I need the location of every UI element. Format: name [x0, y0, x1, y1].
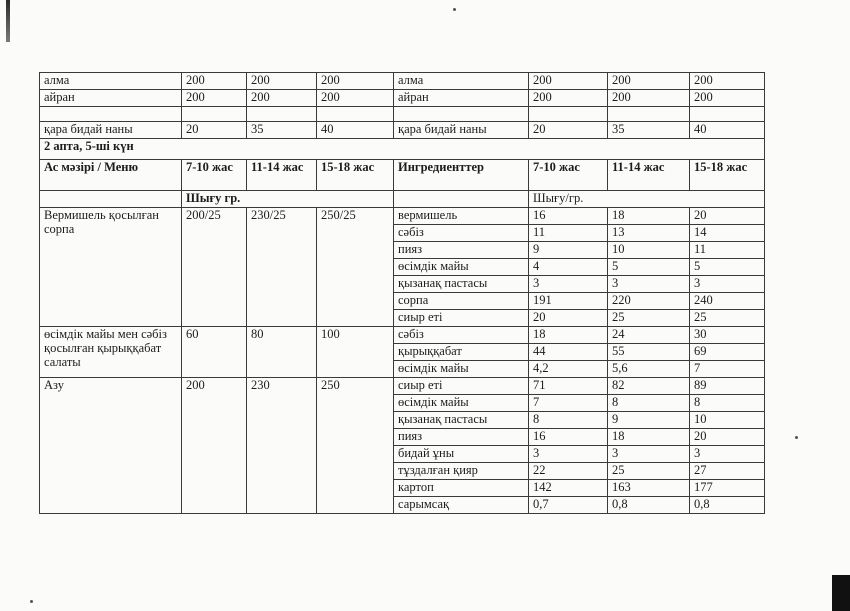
value-cell: 4,2: [529, 361, 608, 378]
value-cell: 200: [608, 73, 690, 90]
output-unit-ingredients: Шығу/гр.: [529, 191, 765, 208]
portion-cell: 250: [317, 378, 394, 514]
value-cell: 200: [247, 90, 317, 107]
value-cell: 200: [690, 73, 765, 90]
header-row: [40, 160, 765, 191]
value-cell: 163: [608, 480, 690, 497]
value-cell: 69: [690, 344, 765, 361]
value-cell: 200: [608, 90, 690, 107]
portion-cell: 250/25: [317, 208, 394, 327]
value-cell: 20: [529, 310, 608, 327]
value-cell: 20: [690, 208, 765, 225]
value-cell: 9: [529, 242, 608, 259]
table-row: [40, 327, 765, 344]
ingredient-cell: сәбіз: [394, 327, 529, 344]
value-cell: 5: [608, 259, 690, 276]
value-cell: 200: [529, 73, 608, 90]
ingredient-cell: картоп: [394, 480, 529, 497]
value-cell: 25: [608, 463, 690, 480]
table-row: [40, 122, 765, 139]
portion-cell: 100: [317, 327, 394, 378]
table-row-empty: [40, 107, 765, 122]
age-header: 11-14 жас: [247, 160, 317, 191]
ingredient-cell: өсімдік майы: [394, 395, 529, 412]
ingredient-cell: айран: [394, 90, 529, 107]
scan-edge-left: [6, 0, 10, 42]
value-cell: 27: [690, 463, 765, 480]
value-cell: 7: [529, 395, 608, 412]
ingredient-cell: сарымсақ: [394, 497, 529, 514]
portion-cell: 60: [182, 327, 247, 378]
value-cell: 89: [690, 378, 765, 395]
value-cell: 3: [529, 276, 608, 293]
dish-cell: қара бидай наны: [40, 122, 182, 139]
value-cell: 200: [247, 73, 317, 90]
value-cell: 35: [608, 122, 690, 139]
value-cell: 55: [608, 344, 690, 361]
value-cell: 3: [529, 446, 608, 463]
value-cell: 142: [529, 480, 608, 497]
ingredient-cell: қырыққабат: [394, 344, 529, 361]
value-cell: 9: [608, 412, 690, 429]
dish-name-cell: Азу: [40, 378, 182, 514]
value-cell: 200: [317, 90, 394, 107]
value-cell: 20: [529, 122, 608, 139]
value-cell: 200: [529, 90, 608, 107]
ingredient-cell: тұздалған қияр: [394, 463, 529, 480]
dish-name-cell: Вермишель қосылған сорпа: [40, 208, 182, 327]
ingredient-cell: қызанақ пастасы: [394, 276, 529, 293]
portion-cell: 200/25: [182, 208, 247, 327]
value-cell: 25: [608, 310, 690, 327]
value-cell: 40: [690, 122, 765, 139]
value-cell: 5: [690, 259, 765, 276]
value-cell: 71: [529, 378, 608, 395]
value-cell: 3: [690, 446, 765, 463]
unit-row: [40, 191, 765, 208]
scan-dot: [453, 8, 456, 11]
value-cell: 8: [529, 412, 608, 429]
dish-name-cell: өсімдік майы мен сәбіз қосылған қырыққабат салаты: [40, 327, 182, 378]
portion-cell: 200: [182, 378, 247, 514]
value-cell: 220: [608, 293, 690, 310]
value-cell: 16: [529, 429, 608, 446]
output-unit: Шығу гр.: [182, 191, 394, 208]
value-cell: 18: [608, 429, 690, 446]
dish-cell: алма: [40, 73, 182, 90]
day-title-row: [40, 139, 765, 160]
ingredient-cell: сорпа: [394, 293, 529, 310]
value-cell: 200: [317, 73, 394, 90]
value-cell: 5,6: [608, 361, 690, 378]
value-cell: 3: [608, 276, 690, 293]
value-cell: 200: [690, 90, 765, 107]
scan-dot: [795, 436, 798, 439]
value-cell: 4: [529, 259, 608, 276]
value-cell: 200: [182, 73, 247, 90]
ingredient-cell: пияз: [394, 242, 529, 259]
table-row: [40, 73, 765, 90]
menu-table-body: [40, 73, 765, 514]
value-cell: 22: [529, 463, 608, 480]
value-cell: 0,8: [690, 497, 765, 514]
day-title: 2 апта, 5-ші күн: [40, 139, 765, 160]
value-cell: 20: [182, 122, 247, 139]
ingredient-cell: қара бидай наны: [394, 122, 529, 139]
value-cell: 44: [529, 344, 608, 361]
value-cell: 200: [182, 90, 247, 107]
ingredient-cell: қызанақ пастасы: [394, 412, 529, 429]
value-cell: 40: [317, 122, 394, 139]
value-cell: 35: [247, 122, 317, 139]
value-cell: 16: [529, 208, 608, 225]
value-cell: 0,8: [608, 497, 690, 514]
menu-header: Ас мәзірі / Меню: [40, 160, 182, 191]
age-header: 7-10 жас: [529, 160, 608, 191]
ingredient-cell: пияз: [394, 429, 529, 446]
value-cell: 30: [690, 327, 765, 344]
value-cell: 3: [608, 446, 690, 463]
age-header: 7-10 жас: [182, 160, 247, 191]
value-cell: 10: [690, 412, 765, 429]
value-cell: 24: [608, 327, 690, 344]
ingredient-cell: алма: [394, 73, 529, 90]
value-cell: 11: [690, 242, 765, 259]
ingredient-cell: сиыр еті: [394, 310, 529, 327]
value-cell: 10: [608, 242, 690, 259]
value-cell: 82: [608, 378, 690, 395]
scan-dot: [30, 600, 33, 603]
table-row: [40, 208, 765, 225]
value-cell: 191: [529, 293, 608, 310]
portion-cell: 230/25: [247, 208, 317, 327]
value-cell: 8: [608, 395, 690, 412]
age-header: 15-18 жас: [690, 160, 765, 191]
value-cell: 25: [690, 310, 765, 327]
ingredient-cell: өсімдік майы: [394, 259, 529, 276]
ingredient-cell: вермишель: [394, 208, 529, 225]
ingredient-cell: өсімдік майы: [394, 361, 529, 378]
value-cell: 7: [690, 361, 765, 378]
ingredient-cell: бидай ұны: [394, 446, 529, 463]
ingredient-cell: сәбіз: [394, 225, 529, 242]
value-cell: 3: [690, 276, 765, 293]
table-row: [40, 378, 765, 395]
value-cell: 13: [608, 225, 690, 242]
portion-cell: 230: [247, 378, 317, 514]
value-cell: 11: [529, 225, 608, 242]
value-cell: 14: [690, 225, 765, 242]
value-cell: 177: [690, 480, 765, 497]
value-cell: 240: [690, 293, 765, 310]
value-cell: 0,7: [529, 497, 608, 514]
ingredient-cell: сиыр еті: [394, 378, 529, 395]
value-cell: 18: [608, 208, 690, 225]
portion-cell: 80: [247, 327, 317, 378]
age-header: 11-14 жас: [608, 160, 690, 191]
ingredients-header: Ингредиенттер: [394, 160, 529, 191]
age-header: 15-18 жас: [317, 160, 394, 191]
scan-edge-right: [832, 575, 850, 611]
value-cell: 8: [690, 395, 765, 412]
value-cell: 20: [690, 429, 765, 446]
table-row: [40, 90, 765, 107]
value-cell: 18: [529, 327, 608, 344]
dish-cell: айран: [40, 90, 182, 107]
menu-table: [39, 72, 765, 514]
